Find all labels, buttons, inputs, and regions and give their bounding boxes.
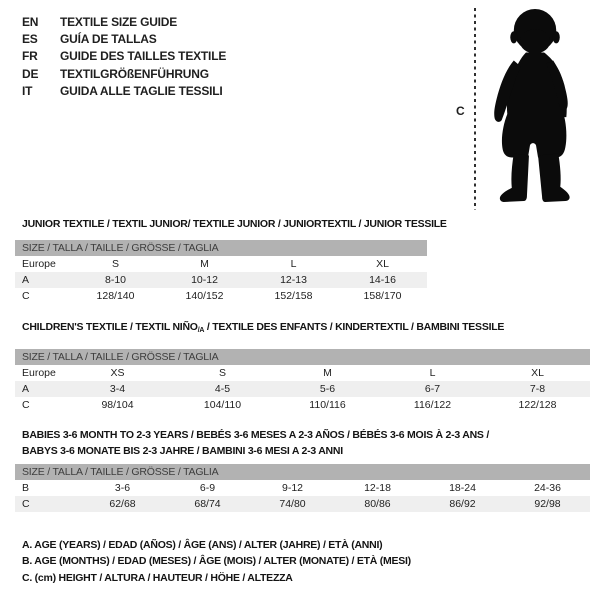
size-cell: 3-6: [114, 482, 131, 494]
row-label: B: [22, 482, 30, 494]
language-row-fr: [22, 48, 226, 65]
size-cell: 3-4: [109, 383, 126, 395]
size-cell: S: [218, 367, 226, 379]
size-cell: 8-10: [104, 274, 126, 286]
junior-size-table: [15, 240, 427, 304]
legend-line-c: C. (cm) HEIGHT / ALTURA / HAUTEUR / HÖHE / ALTEZZA: [22, 571, 293, 584]
size-cell: XS: [110, 367, 125, 379]
size-cell: 74/80: [279, 498, 306, 510]
measure-legend: [22, 537, 411, 586]
size-header-bar: SIZE / TALLA / TAILLE / GRÖSSE / TAGLIA: [15, 240, 427, 256]
language-title: GUÍA DE TALLAS: [60, 32, 157, 47]
language-row-it: [22, 83, 226, 100]
size-cell: 86/92: [449, 498, 476, 510]
table-row: [15, 480, 590, 496]
babies-table-title-line1: BABIES 3-6 MONTH TO 2-3 YEARS / BEBÉS 3-6 MESES A 2-3 AÑOS / BÉBÉS 3-6 MOIS À 2-3 ANS /: [22, 429, 490, 441]
size-cell: 10-12: [191, 274, 218, 286]
height-measure-label: C: [456, 104, 465, 118]
size-cell: 24-36: [534, 482, 561, 494]
language-row-en: [22, 13, 226, 30]
size-cell: 122/128: [518, 399, 557, 411]
size-cell: 140/152: [185, 290, 224, 302]
row-label: C: [22, 498, 30, 510]
language-code: ES: [22, 32, 38, 47]
row-label: C: [22, 290, 30, 302]
row-label: A: [22, 274, 30, 286]
size-cell: XL: [531, 367, 544, 379]
size-cell: L: [290, 258, 297, 270]
table-row: [15, 397, 590, 413]
children-table-title: [22, 321, 504, 334]
babies-size-table: [15, 464, 590, 512]
table-row: [15, 365, 590, 381]
row-label: C: [22, 399, 30, 411]
size-cell: 6-7: [424, 383, 441, 395]
size-cell: S: [111, 258, 119, 270]
babies-table-title-line2: BABYS 3-6 MONATE BIS 2-3 JAHRE / BAMBINI 3-6 MESI A 2-3 ANNI: [22, 445, 343, 457]
language-code: DE: [22, 66, 39, 81]
size-cell: 12-13: [280, 274, 307, 286]
size-cell: M: [200, 258, 209, 270]
children-title-sub: /A: [197, 327, 205, 334]
size-cell: 5-6: [319, 383, 336, 395]
size-cell: L: [429, 367, 436, 379]
size-cell: 158/170: [363, 290, 402, 302]
size-cell: 110/116: [309, 399, 346, 411]
size-cell: 7-8: [529, 383, 546, 395]
table-row: [15, 272, 427, 288]
legend-line-a: A. AGE (YEARS) / EDAD (AÑOS) / ÂGE (ANS) / ALTER (JAHRE) / ETÀ (ANNI): [22, 539, 383, 551]
size-cell: XL: [376, 258, 389, 270]
size-cell: 128/140: [96, 290, 135, 302]
table-row: [15, 381, 590, 397]
language-row-es: [22, 30, 226, 47]
language-code: FR: [22, 49, 38, 64]
children-size-table: [15, 349, 590, 413]
baby-silhouette-icon: [485, 8, 581, 206]
legend-line-b: B. AGE (MONTHS) / EDAD (MESES) / ÂGE (MOIS) / ALTER (MONATE) / ETÀ (MESI): [22, 555, 411, 568]
children-title-post: / TEXTILE DES ENFANTS / KINDERTEXTIL / BAMBINI TESSILE: [204, 321, 505, 333]
language-code: IT: [22, 84, 33, 99]
size-cell: 104/110: [203, 399, 242, 411]
size-cell: 68/74: [194, 498, 221, 510]
row-label: Europe: [22, 258, 56, 270]
language-title: GUIDE DES TAILLES TEXTILE: [60, 49, 227, 64]
height-measure-dotted-line: [474, 8, 476, 210]
size-cell: 6-9: [199, 482, 216, 494]
size-cell: 80/86: [364, 498, 391, 510]
size-cell: 62/68: [109, 498, 136, 510]
row-label: A: [22, 383, 30, 395]
language-title: TEXTILE SIZE GUIDE: [60, 14, 178, 29]
size-cell: 152/158: [274, 290, 313, 302]
size-cell: 9-12: [281, 482, 303, 494]
children-title-pre: CHILDREN'S TEXTILE / TEXTIL NIÑO: [22, 321, 198, 333]
size-cell: 14-16: [369, 274, 396, 286]
size-cell: M: [323, 367, 332, 379]
table-row: [15, 288, 427, 304]
table-row: [15, 496, 590, 512]
size-cell: 12-18: [364, 482, 391, 494]
language-title: TEXTILGRÖßENFÜHRUNG: [60, 66, 209, 81]
size-cell: 18-24: [449, 482, 476, 494]
language-code: EN: [22, 14, 39, 29]
size-cell: 98/104: [101, 399, 134, 411]
junior-table-title: JUNIOR TEXTILE / TEXTIL JUNIOR/ TEXTILE JUNIOR / JUNIORTEXTIL / JUNIOR TESSILE: [22, 218, 447, 230]
size-header-bar: SIZE / TALLA / TAILLE / GRÖSSE / TAGLIA: [15, 464, 590, 480]
table-row: [15, 256, 427, 272]
size-cell: 4-5: [214, 383, 231, 395]
language-row-de: [22, 65, 226, 82]
size-cell: 92/98: [534, 498, 561, 510]
size-cell: 116/122: [413, 399, 452, 411]
row-label: Europe: [22, 367, 56, 379]
size-header-bar: SIZE / TALLA / TAILLE / GRÖSSE / TAGLIA: [15, 349, 590, 365]
language-title: GUIDA ALLE TAGLIE TESSILI: [60, 84, 223, 99]
language-title-list: [22, 13, 226, 100]
